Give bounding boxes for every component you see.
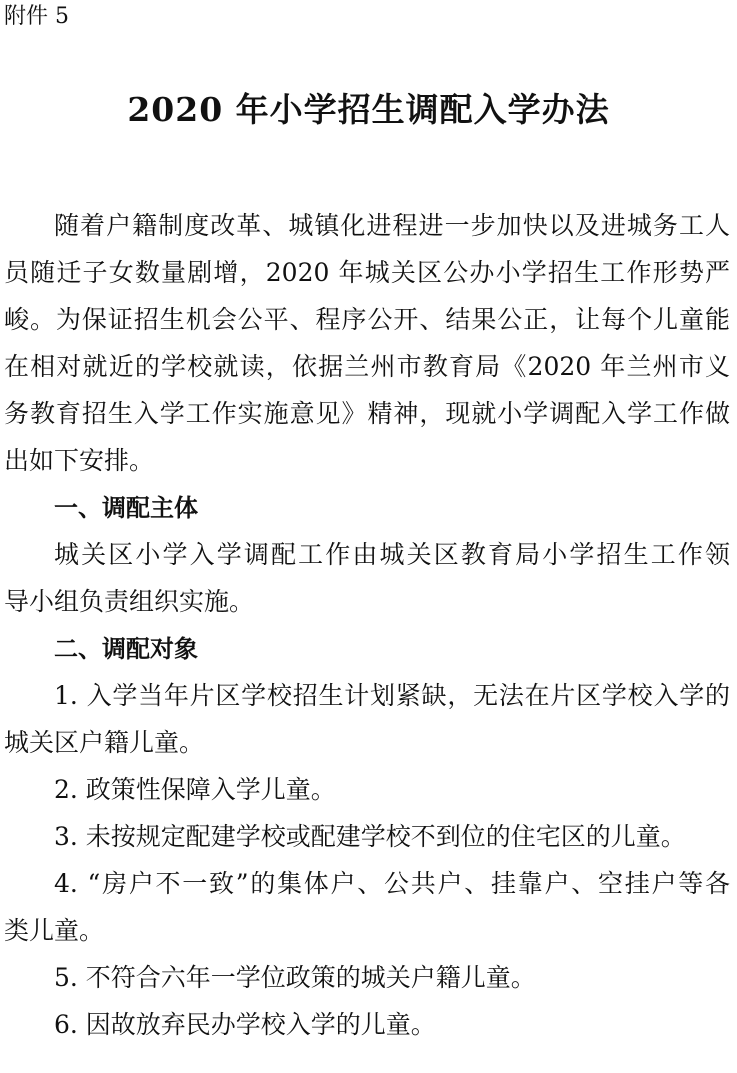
text-line: 随着户籍制度改革、城镇化进程进一步加快以及进城务工人 [54,211,730,240]
text-line: 1. 入学当年片区学校招生计划紧缺，无法在片区学校入学的 [54,681,730,710]
text-line: 城关区小学入学调配工作由城关区教育局小学招生工作领 [54,540,730,569]
text-line: 5. 不符合六年一学位政策的城关户籍儿童。 [54,963,536,992]
text-line: 类儿童。 [4,916,105,945]
text-line: 导小组负责组织实施。 [4,587,255,616]
text-line: 在相对就近的学校就读，依据兰州市教育局《2020 年兰州市义 [4,352,730,381]
text-line: 2. 政策性保障入学儿童。 [54,775,336,804]
text-line: 务教育招生入学工作实施意见》精神，现就小学调配入学工作做 [4,399,730,428]
section-heading: 一、调配主体 [54,494,198,522]
text-line: 3. 未按规定配建学校或配建学校不到位的住宅区的儿童。 [54,822,686,851]
text-line: 城关区户籍儿童。 [4,728,205,757]
document-title: 2020 年小学招生调配入学办法 [127,90,610,129]
text-line: 出如下安排。 [4,446,155,475]
text-line: 4. “房户不一致”的集体户、公共户、挂靠户、空挂户等各 [54,869,730,898]
text-line: 6. 因故放弃民办学校入学的儿童。 [54,1010,436,1039]
attachment-label: 附件 5 [4,4,69,29]
section-heading: 二、调配对象 [54,635,198,663]
text-line: 峻。为保证招生机会公平、程序公开、结果公正，让每个儿童能 [4,305,730,334]
text-line: 员随迁子女数量剧增，2020 年城关区公办小学招生工作形势严 [4,258,730,287]
